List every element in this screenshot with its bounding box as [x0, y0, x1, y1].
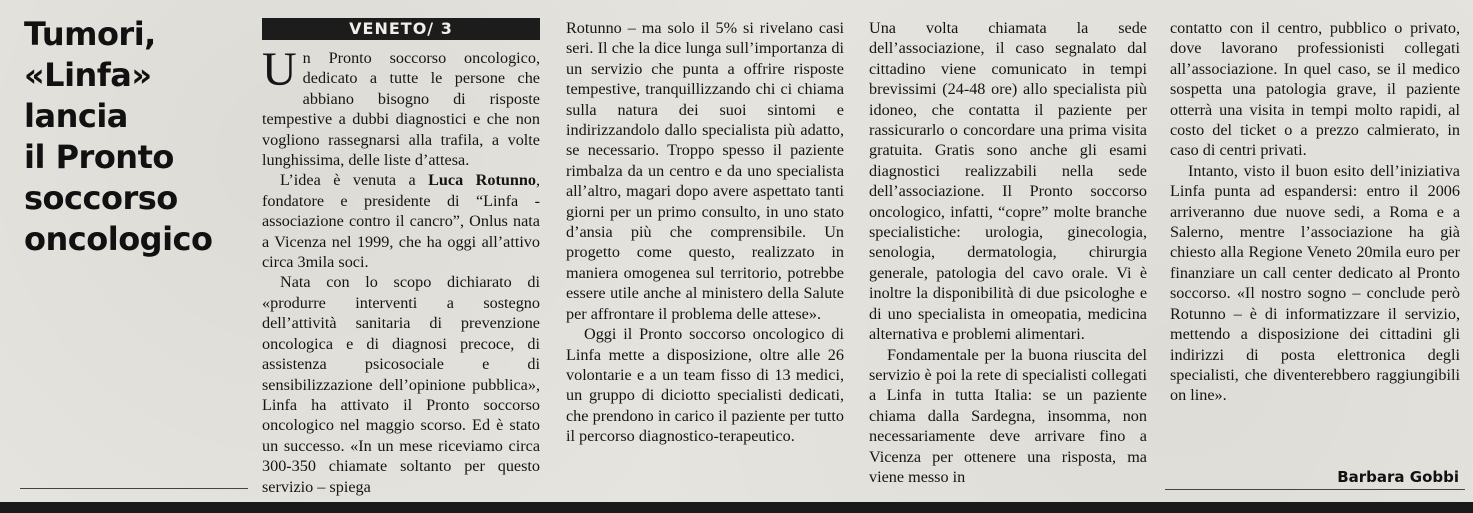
headline-rule — [20, 488, 248, 489]
paragraph: Nata con lo scopo dichiarato di «produrre interventi a sostegno dell’attività sanitaria di prevenzione oncologica e di diagnosi precoce, di assistenza psicosociale e di sensibilizzazione dell’opinione pubblica», Linfa ha attivato il Pronto soccorso oncologico nel maggio scorso. Ed è stato un successo. «In un mese riceviamo circa 300-350 chiamate soltanto per questo servizio – spiega — [262, 273, 540, 496]
person-name: Luca Rotunno — [428, 171, 536, 190]
headline: Tumori, «Linfa» lancia il Pronto soccorso oncologico — [24, 15, 213, 258]
byline: Barbara Gobbi — [1337, 468, 1459, 486]
paragraph-text: , fondatore e presidente di “Linfa - associazione contro il cancro”, Onlus nata a Vicenza nel 1999, che ha oggi all’attivo circa 3mila soci. — [262, 171, 540, 272]
paragraph-text: L’idea è venuta a — [280, 171, 429, 190]
article-column-3 — [869, 18, 1147, 487]
article-column-2 — [566, 18, 844, 447]
bottom-border — [0, 502, 1473, 513]
byline-rule — [1165, 489, 1465, 490]
section-label: VENETO/ 3 — [262, 18, 540, 40]
paragraph: Fondamentale per la buona riuscita del servizio è poi la rete di specialisti collegati a Linfa in tutta Italia: se un paziente chiama dalla Sardegna, insomma, non necessariamente deve arrivare fino a Vicenza per ottenere una risposta, ma viene messo in — [869, 345, 1147, 486]
drop-cap: U — [262, 43, 297, 96]
article-column-1 — [262, 43, 540, 497]
paragraph — [262, 170, 540, 272]
paragraph: contatto con il centro, pubblico o privato, dove lavorano professionisti collegati all’associazione. In quel caso, se il medico sospetta una patologia grave, il paziente otterrà una visita in tempi molto rapidi, al costo del ticket o a prezzo calmierato, in caso di centri privati. — [1170, 19, 1460, 160]
lead-text: n Pronto soccorso oncologico, dedicato a tutte le persone che abbiano bisogno di risposte tempestive a dubbi diagnostici e che non vogliono rassegnarsi alla trafila, a volte lunghissima, delle liste d’attesa. — [262, 49, 540, 170]
headline-column — [24, 14, 234, 260]
paragraph: Intanto, visto il buon esito dell’iniziativa Linfa punta ad espandersi: entro il 2006 arriveranno due nuove sedi, a Roma e a Salerno, mentre l’associazione ha già chiesto alla Regione Veneto 20mila euro per finanziare un call center dedicato al Pronto soccorso. «Il nostro sogno – conclude però Rotunno – è di informatizzare il servizio, mettendo a disposizione dei cittadini gli indirizzi di posta elettronica degli specialisti, che diventerebbero raggiungibili on line». — [1170, 161, 1460, 405]
article-column-4 — [1170, 18, 1460, 406]
paragraph: Una volta chiamata la sede dell’associazione, il caso segnalato dal cittadino viene comunicato in tempi brevissimi (24-48 ore) allo specialista più idoneo, che contatta il paziente per rassicurarlo o concordare una prima visita gratuita. Gratis sono anche gli esami diagnostici realizzabili nella sede dell’associazione. Il Pronto soccorso oncologico, infatti, “copre” molte branche specialistiche: urologia, ginecologia, senologia, dermatologia, chirurgia generale, patologia del cavo orale. Vi è inoltre la disponibilità di due psicologhe e di uno specialista in omeopatia, medicina alternativa e problemi alimentari. — [869, 19, 1147, 344]
lead-paragraph — [262, 43, 540, 170]
paragraph: Rotunno – ma solo il 5% si rivelano casi seri. Il che la dice lunga sull’importanza di un servizio che punta a offrire risposte tempestive, tranquillizzando chi ci chiama sulla natura dei suoi sintomi e indirizzandolo dallo specialista più adatto, se necessario. Troppo spesso il paziente rimbalza da un centro e da uno specialista all’altro, magari dopo avere aspettato tanti giorni per un primo consulto, in uno stato d’ansia più che comprensibile. Un progetto come questo, realizzato in maniera omogenea sul territorio, potrebbe essere utile anche al ministero della Salute per affrontare il problema delle attese». — [566, 19, 844, 323]
paragraph: Oggi il Pronto soccorso oncologico di Linfa mette a disposizione, oltre alle 26 volontarie e a un team fisso di 13 medici, un gruppo di diciotto specialisti dedicati, che prendono in carico il paziente per tutto il percorso diagnostico-terapeutico. — [566, 325, 844, 446]
